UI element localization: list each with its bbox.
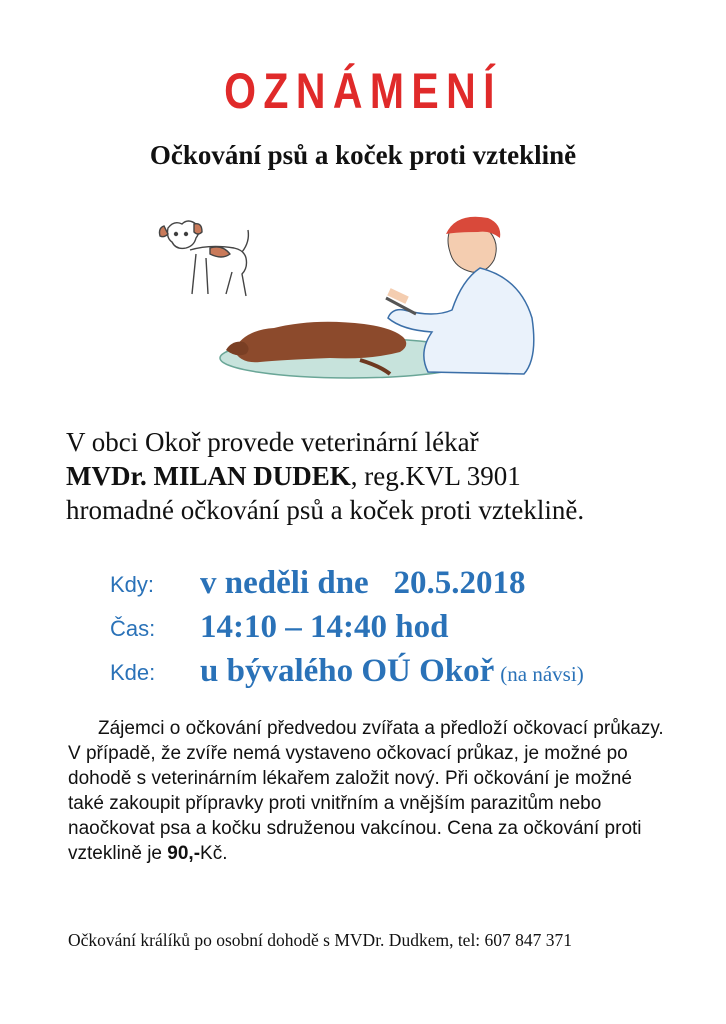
schedule-row-time xyxy=(110,604,710,648)
schedule-row-place xyxy=(110,648,710,692)
schedule-label: Čas: xyxy=(110,616,156,641)
page-subtitle: Očkování psů a koček proti vzteklině xyxy=(149,140,577,170)
page-title: OZNÁMENÍ xyxy=(224,63,502,119)
vet-name: MVDr. MILAN DUDEK xyxy=(66,461,351,491)
schedule-value: u bývalého OÚ Okoř (na návsi) xyxy=(200,653,584,689)
footer-note: Očkování králíků po osobní dohodě s MVDr. Dudkem, tel: 607 847 371 xyxy=(68,930,573,950)
intro-line-3: hromadné očkování psů a koček proti vzteklině. xyxy=(66,495,585,525)
intro-line-2 xyxy=(66,459,686,493)
dog-standing-drawing xyxy=(160,221,249,296)
price-currency: Kč. xyxy=(200,843,228,864)
info-paragraph: Zájemci o očkování předvedou zvířata a předloží očkovací průkazy. V případě, že zvíře nemá vystaveno očkovací průkaz, je možné po dohodě s veterinárním lékařem založit nový. Při očkování je možné také zakoupit přípravky proti vnitřním a vnějším parazitům nebo naočkovat psa a kočku sdruženou vakcínou. Cena za očkování proti vzteklině je 90,-Kč. xyxy=(68,718,664,864)
vet-registration: , reg.KVL 3901 xyxy=(350,461,521,491)
intro-text xyxy=(66,425,686,527)
schedule-label: Kde: xyxy=(110,660,156,685)
intro-line-1: V obci Okoř provede veterinární lékař xyxy=(66,427,479,457)
schedule-value: v neděli dne 20.5.2018 xyxy=(200,565,526,601)
price-value: 90,- xyxy=(167,843,201,864)
schedule-label: Kdy: xyxy=(110,572,155,597)
schedule-row-when xyxy=(110,560,710,604)
schedule-value: 14:10 – 14:40 hod xyxy=(200,609,449,645)
vet-illustration xyxy=(150,210,550,390)
place-note: (na návsi) xyxy=(500,662,584,686)
